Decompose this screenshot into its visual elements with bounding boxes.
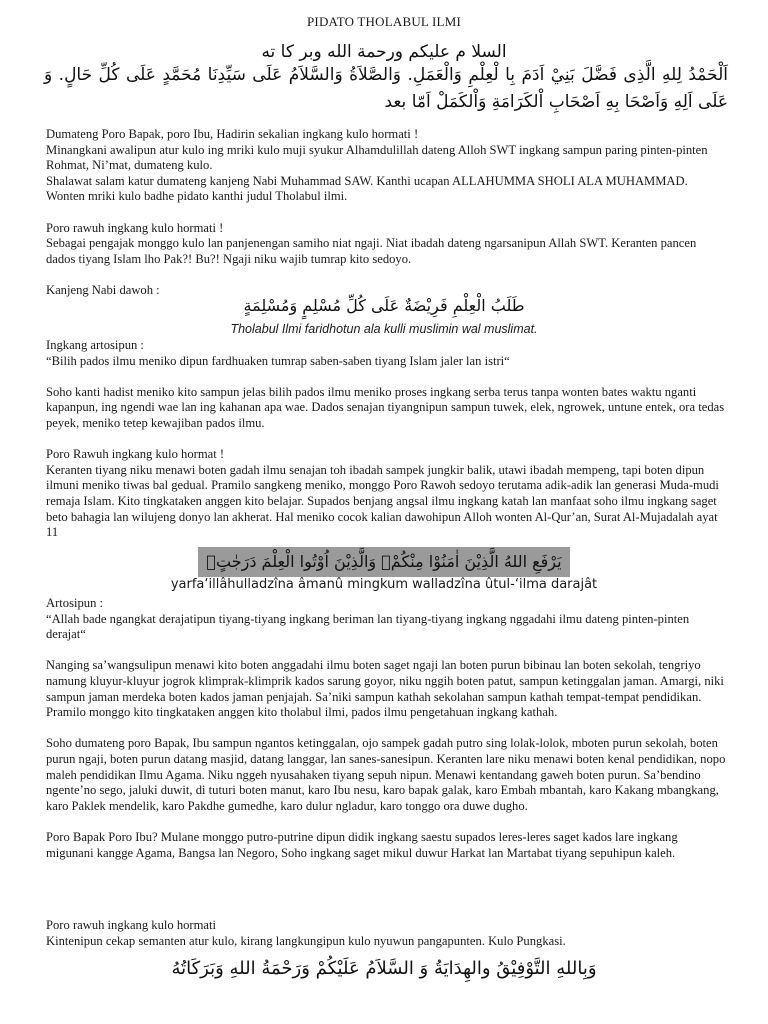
hadith-latin: Tholabul Ilmi faridhotun ala kulli muslimin wal muslimat. bbox=[230, 322, 538, 336]
opening-salam-arabic: السلا م عليكم ورحمة الله وبر كا ته bbox=[261, 42, 507, 62]
section5-label: Artosipun : bbox=[46, 596, 104, 610]
section3-meaning: “Bilih pados ilmu meniko dipun fardhuaken tumrap saben-saben tiyang Islam jaler lan istri“ bbox=[46, 353, 510, 368]
document-title: PIDATO THOLABUL ILMI bbox=[307, 14, 461, 29]
opening-hamdalah-arabic: اَلْحَمْدُ لِلهِ الَّذِى فَضَّلَ بَنِيْ اَدَمَ بِا لْعِلْمِ وَالْعَمَلِ. وَالصَّلاَةُ وَالسَّلاَمُ عَلَى سَيِّدِنَا مُحَمَّدٍ عَلَى كُلِّ حَالٍ. وَ عَلَى اَلِهِ وَاَصْحَا بِهِ اَصْحَابِ اْلكَرَامَةِ وَاْلكَمَلْ اَمّا بعد bbox=[44, 65, 728, 112]
section5-paragraph2: Soho dumateng poro Bapak, Ibu sampun ngantos ketinggalan, ojo sampek gadah putro sing lolak-lolok, mboten purun sekolah, boten purun ngaji, boten purun datang masjid, datang langgar, lan sanes-sanesipun. Keranten lare niku menawi boten kenal pendidikan, nopo maleh pendidikan Ilmu Agama. Niku nggeh nyusahaken tiyang sepuh nipun. Menawi kentandang gaweh boten purun. Sa’bendino ngente’no sego, jaluki duwit, di tuturi boten manut, karo Ibu nesu, karo bapak galak, karo Embah mbantah, karo Kakang mbangkang, karo Paklek mendelik, karo Pakdhe gumedhe, karo dulur ngladur, karo tonggo ora duwe dugho. bbox=[46, 736, 726, 813]
section6-closing: Kintenipun cekap semanten atur kulo, kirang langkungipun kulo nyuwun pangapunten. Kulo Pungkasi. bbox=[46, 933, 566, 948]
section3-label: Ingkang artosipun : bbox=[46, 338, 144, 352]
section1-greeting: Dumateng Poro Bapak, poro Ibu, Hadirin sekalian ingkang kulo hormati ! bbox=[46, 127, 419, 141]
hadith-arabic: طَلَبُ الْعِلْمِ فَرِيْضَةٌ عَلَى كُلِّ مُسْلِمٍ وَمُسْلِمَةٍ bbox=[243, 296, 525, 315]
section4-paragraph: Keranten tiyang niku menawi boten gadah ilmu senajan toh ibadah sampek jungkir balik, utawi ibadah mempeng, tapi boten dipun ilmuni meniko tiwas bal gedual. Pramilo sangkeng meniko, monggo Poro Rawoh sedoyo terutama adik-adik lan generasi Muda-mudi remaja Islam. Kito tingkataken anggen kito belajar. Supados benjang angsal ilmu ingkang katah lan manfaat soho ilmu ingkang saget beto bahagia lan wilujeng donyo lan akherat. Hal meniko cocok kalian dawohipun Alloh wonten Al-Qur’an, Surat Al-Mujadalah ayat 11 bbox=[46, 462, 719, 540]
section6-greeting: Poro rawuh ingkang kulo hormati bbox=[46, 918, 216, 932]
body-block-1 bbox=[46, 127, 726, 299]
closing-salam-arabic: وَبِاللهِ التَّوْفِيْقُ والهِدَايَةُ وَ السَّلاَمُ عَلَيْكُمْ وَرَحْمَةُ اللهِ وَبَرَكَاتُهُ bbox=[171, 958, 597, 979]
body-block-4 bbox=[46, 918, 726, 949]
section4-greeting: Poro Rawuh ingkang kulo hormat ! bbox=[46, 447, 225, 462]
section5-meaning: “Allah bade ngangkat derajatipun tiyang-tiyang ingkang beriman lan tiyang-tiyang ingkang nggadahi ilmu dateng pinten-pinten derajat“ bbox=[46, 611, 690, 642]
section1-line3: Shalawat salam katur dumateng kanjeng Nabi Muhammad SAW. Kanthi ucapan ALLAHUMMA SHOLI ALA MUHAMMAD. Wonten mriki kulo badhe pidato kanthi judul Tholabul ilmi. bbox=[46, 173, 688, 204]
ayat-wrap bbox=[0, 547, 768, 577]
ayat-latin: yarfa‘illâhulladzîna âmanû mingkum walladzîna ûtul-‘ilma darajât bbox=[170, 577, 598, 592]
hadith-intro: Kanjeng Nabi dawoh : bbox=[46, 282, 160, 297]
section5-paragraph1: Nanging sa’wangsulipun menawi kito boten anggadahi ilmu boten saget ngaji lan boten purun bibinau lan boten sekolah, tengriyo namung kluyur-kluyur jogrok klimprak-klimprik kados sarung goyor, niku nggih boten patut, sampun ketinggalan jaman. Amargi, niki sampun jaman merdeka boten kados jaman penjajah. Sa’niki sampun kathah sekolahan sampun kathah tempat-tempat pendidikan. Pramilo monggo kito tingkataken anggen kito tholabul ilmi, pados ilmu pengetahuan ingkang kathah. bbox=[46, 658, 724, 720]
section2-greeting: Poro rawuh ingkang kulo hormati ! bbox=[46, 220, 224, 235]
ayat-arabic-highlight: يَرْفَعِ اللهُ الَّذِيْنَ اٰمَنُوْا مِنْكُمْۙ وَالَّذِيْنَ اُوْتُوا الْعِلْمَ دَرَجٰتٍۗ bbox=[198, 547, 569, 577]
section3-paragraph: Soho kanti hadist meniko kito sampun jelas bilih pados ilmu meniko proses ingkang serba terus tanpa wonten bates waktu nganti kapanpun, ing ngendi wae lan ing kahanan apa wae. Dados senajan tiyangnipun sampun tuwek, elek, ngrowek, untune entek, ora tedas peyek, meniko tetep kewajiban pados ilmu. bbox=[46, 384, 725, 430]
section1-line2: Minangkani awalipun atur kulo ing mriki kulo muji syukur Alhamdulillah dateng Alloh SWT ingkang sampun paring pinten-pinten Rohmat, Ni’mat, dumateng kulo. bbox=[46, 142, 708, 173]
section2-line2: Sebagai pengajak monggo kulo lan panjenengan samiho niat ngaji. Niat ibadah dateng ngarsanipun Allah SWT. Keranten pancen dados tiyang Islam lho Pak?! Bu?! Ngaji niku wajib tumrap kito sedoyo. bbox=[46, 236, 697, 266]
body-block-2 bbox=[46, 338, 726, 541]
section5-paragraph3: Poro Bapak Poro Ibu? Mulane monggo putro-putrine dipun didik ingkang saestu supados leres-leres saget kados lare ingkang migunani kangge Agama, Bangsa lan Negoro, Soho ingkang saget mikul duwur Harkat lan Martabat tiyang sepuhipun kaleh. bbox=[46, 829, 678, 860]
body-block-3 bbox=[46, 596, 726, 861]
